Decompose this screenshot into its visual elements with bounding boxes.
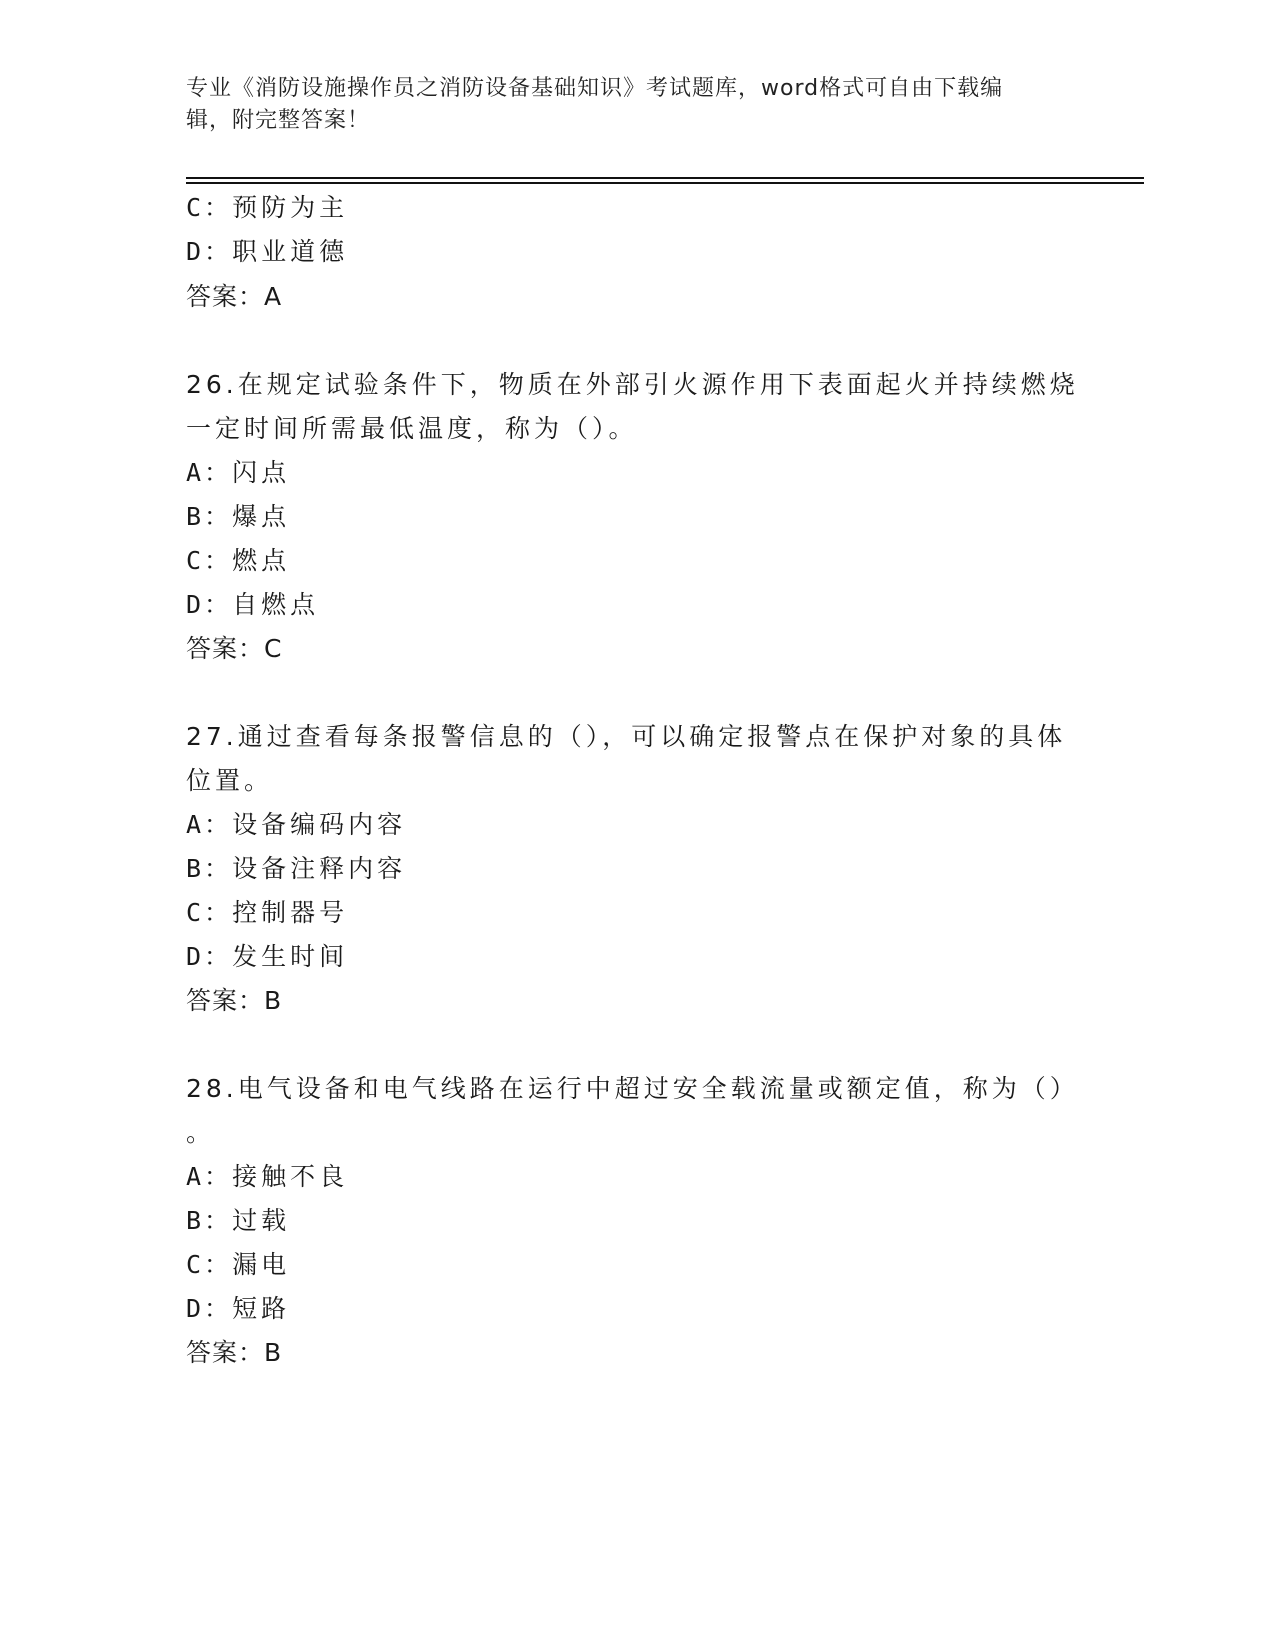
header-divider-bottom: [186, 182, 1144, 184]
q28-option-a: [186, 1161, 348, 1193]
option-text: 设备编码内容: [232, 810, 407, 839]
option-text: 燃点: [232, 546, 291, 575]
question-28-line-1: 28.电气设备和电气线路在运行中超过安全载流量或额定值，称为（）: [186, 1074, 1079, 1103]
q27-option-b: [186, 853, 406, 885]
option-text: 预防为主: [232, 193, 349, 222]
option-letter: C：: [186, 546, 233, 575]
prev-answer: 答案：A: [186, 282, 283, 311]
option-letter: D：: [186, 1294, 233, 1323]
header-line-1: 专业《消防设施操作员之消防设备基础知识》考试题库，word格式可自由下载编: [186, 76, 1004, 101]
question-27-line-2: 位置。: [186, 766, 274, 795]
prev-option-d: [186, 236, 348, 268]
option-text: 接触不良: [232, 1162, 349, 1191]
prev-option-c: [186, 192, 348, 224]
q26-option-b: [186, 501, 290, 533]
option-letter: D：: [186, 942, 233, 971]
option-text: 控制器号: [232, 898, 349, 927]
q27-option-a: [186, 809, 406, 841]
q28-option-c: [186, 1249, 290, 1281]
question-28-line-2: 。: [186, 1118, 216, 1147]
q27-answer: 答案：B: [186, 986, 283, 1015]
option-text: 自燃点: [232, 590, 320, 619]
q26-option-d: [186, 589, 319, 621]
option-letter: B：: [186, 854, 233, 883]
option-letter: B：: [186, 1206, 233, 1235]
q27-option-d: [186, 941, 348, 973]
option-text: 闪点: [232, 458, 291, 487]
q28-option-b: [186, 1205, 290, 1237]
option-text: 职业道德: [232, 237, 349, 266]
option-text: 过载: [232, 1206, 291, 1235]
question-26-line-1: 26.在规定试验条件下，物质在外部引火源作用下表面起火并持续燃烧: [186, 370, 1079, 399]
option-letter: B：: [186, 502, 233, 531]
option-text: 设备注释内容: [232, 854, 407, 883]
option-letter: C：: [186, 193, 233, 222]
document-header: [186, 73, 1066, 137]
option-letter: C：: [186, 1250, 233, 1279]
q26-option-c: [186, 545, 290, 577]
q28-answer: 答案：B: [186, 1338, 283, 1367]
q26-option-a: [186, 457, 290, 489]
q26-answer: 答案：C: [186, 634, 283, 663]
option-text: 发生时间: [232, 942, 349, 971]
option-text: 短路: [232, 1294, 291, 1323]
question-27-line-1: 27.通过查看每条报警信息的（），可以确定报警点在保护对象的具体: [186, 722, 1067, 751]
option-text: 爆点: [232, 502, 291, 531]
header-divider-top: [186, 177, 1144, 179]
header-line-2: 辑，附完整答案！: [186, 108, 371, 133]
option-letter: D：: [186, 590, 233, 619]
option-letter: D：: [186, 237, 233, 266]
option-text: 漏电: [232, 1250, 291, 1279]
option-letter: A：: [186, 458, 233, 487]
option-letter: A：: [186, 1162, 233, 1191]
option-letter: C：: [186, 898, 233, 927]
question-26-line-2: 一定时间所需最低温度，称为（）。: [186, 414, 638, 443]
option-letter: A：: [186, 810, 233, 839]
q28-option-d: [186, 1293, 290, 1325]
q27-option-c: [186, 897, 348, 929]
